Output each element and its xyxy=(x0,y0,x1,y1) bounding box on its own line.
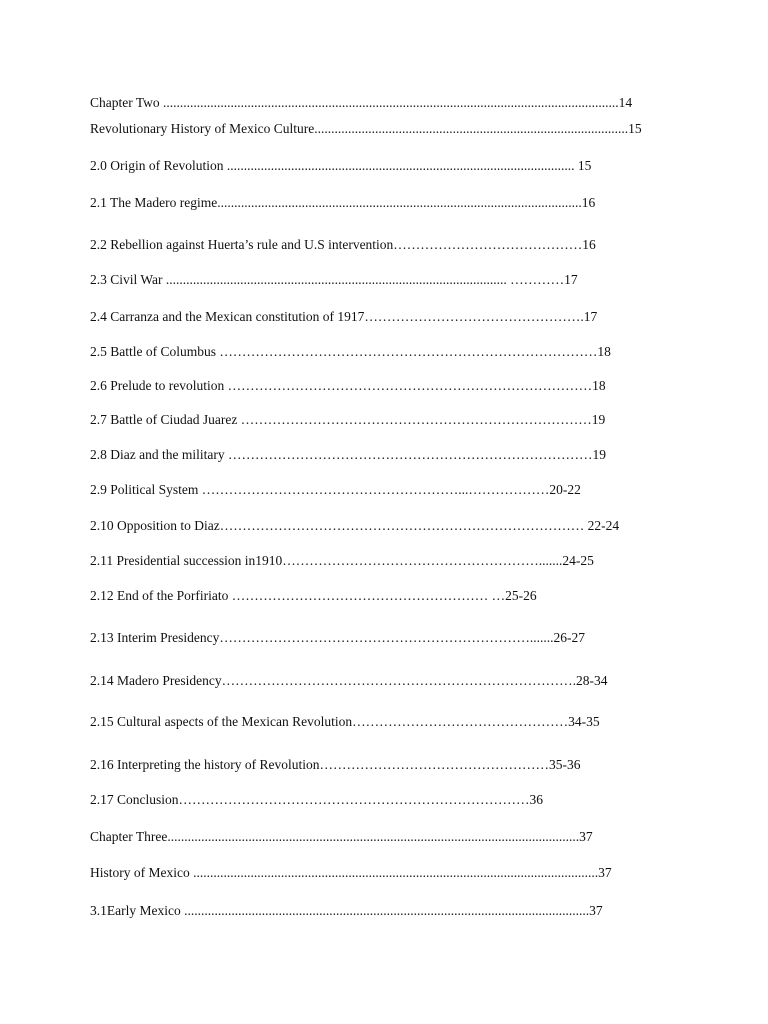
toc-entry-2-8: 2.8 Diaz and the military ………………………………………………………………………19 xyxy=(90,447,606,462)
toc-entry-chapter-three: Chapter Three..........................................................................................................................37 xyxy=(90,829,593,844)
toc-entry-2-4: 2.4 Carranza and the Mexican constitution of 1917………………………………………….17 xyxy=(90,309,598,324)
toc-entry-2-2: 2.2 Rebellion against Huerta’s rule and U.S intervention……………………………………16 xyxy=(90,237,596,252)
toc-entry-2-17: 2.17 Conclusion……………………………………………………………………36 xyxy=(90,792,544,807)
toc-entry-2-0: 2.0 Origin of Revolution ....................................................................................................... 15 xyxy=(90,158,592,173)
toc-entry-chapter-two: Chapter Two .......................................................................................................................................14 xyxy=(90,95,633,110)
toc-entry-2-11: 2.11 Presidential succession in1910………………………………………………….......24-25 xyxy=(90,553,594,568)
toc-entry-2-14: 2.14 Madero Presidency…………………………………………………………………….28-34 xyxy=(90,673,608,688)
toc-entry-2-10: 2.10 Opposition to Diaz……………………………………………………………………… 22-24 xyxy=(90,518,620,533)
toc-entry-2-3: 2.3 Civil War ..................................................................................................... …………17 xyxy=(90,272,578,287)
toc-entry-history-of-mexico: History of Mexico ........................................................................................................................37 xyxy=(90,865,612,880)
toc-entry-2-13: 2.13 Interim Presidency…………………………………………………………….......26-27 xyxy=(90,630,585,645)
toc-entry-2-7: 2.7 Battle of Ciudad Juarez ……………………………………………………………………19 xyxy=(90,412,606,427)
toc-entry-2-9: 2.9 Political System …………………………………………………...………………20-22 xyxy=(90,482,581,497)
toc-entry-2-1: 2.1 The Madero regime............................................................................................................16 xyxy=(90,195,596,210)
toc-entry-2-6: 2.6 Prelude to revolution ………………………………………………………………………18 xyxy=(90,378,606,393)
toc-entry-2-5: 2.5 Battle of Columbus …………………………………………………………………………18 xyxy=(90,344,611,359)
toc-entry-2-15: 2.15 Cultural aspects of the Mexican Revolution…………………………………………34-35 xyxy=(90,714,600,729)
toc-entry-2-12: 2.12 End of the Porfiriato ………………………………………………… …25-26 xyxy=(90,588,537,603)
toc-entry-revolutionary-history: Revolutionary History of Mexico Culture.............................................................................................15 xyxy=(90,121,642,136)
toc-entry-2-16: 2.16 Interpreting the history of Revolution……………………………………………35-36 xyxy=(90,757,581,772)
table-of-contents xyxy=(90,0,730,1024)
toc-entry-3-1: 3.1Early Mexico ........................................................................................................................37 xyxy=(90,903,603,918)
